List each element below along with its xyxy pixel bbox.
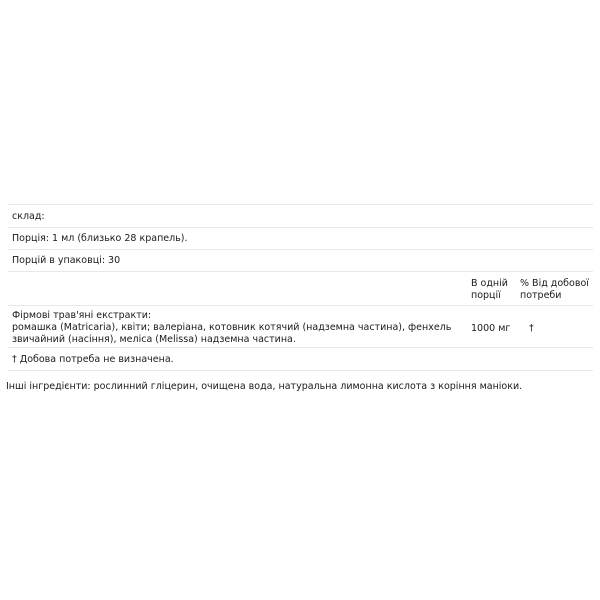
daily-value-header: % Від добової потреби	[520, 278, 589, 301]
serving-size-row	[8, 227, 593, 249]
amount-per-serving-header: В одній порції	[471, 278, 508, 301]
serving-size: Порція: 1 мл (близько 28 крапель).	[12, 233, 188, 244]
ingredient-row	[8, 305, 593, 347]
ingredient-line-2: звичайний (насіння), меліса (Melissa) надземна частина.	[12, 334, 296, 345]
servings-per-container-row	[8, 249, 593, 271]
footnote: † Добова потреба не визначена.	[12, 354, 174, 365]
facts-title-row	[8, 204, 593, 227]
facts-header-row	[8, 271, 593, 305]
ingredient-description	[12, 310, 451, 346]
servings-per-container: Порцій в упаковці: 30	[12, 255, 121, 266]
ingredient-line-1: ромашка (Matricaria), квіти; валеріана, котовник котячий (надземна частина), фенхель	[12, 322, 452, 333]
facts-title: склад:	[12, 211, 45, 222]
footnote-row	[8, 347, 593, 371]
other-ingredients: Інші інгредієнти: рослинний гліцерин, очищена вода, натуральна лимонна кислота з коріння маніоки.	[6, 381, 523, 392]
ingredient-daily-value: †	[529, 323, 534, 334]
ingredient-amount: 1000 мг	[471, 323, 511, 334]
supplement-facts-panel	[8, 204, 593, 371]
ingredient-heading: Фірмові трав'яні екстракти:	[12, 310, 152, 321]
